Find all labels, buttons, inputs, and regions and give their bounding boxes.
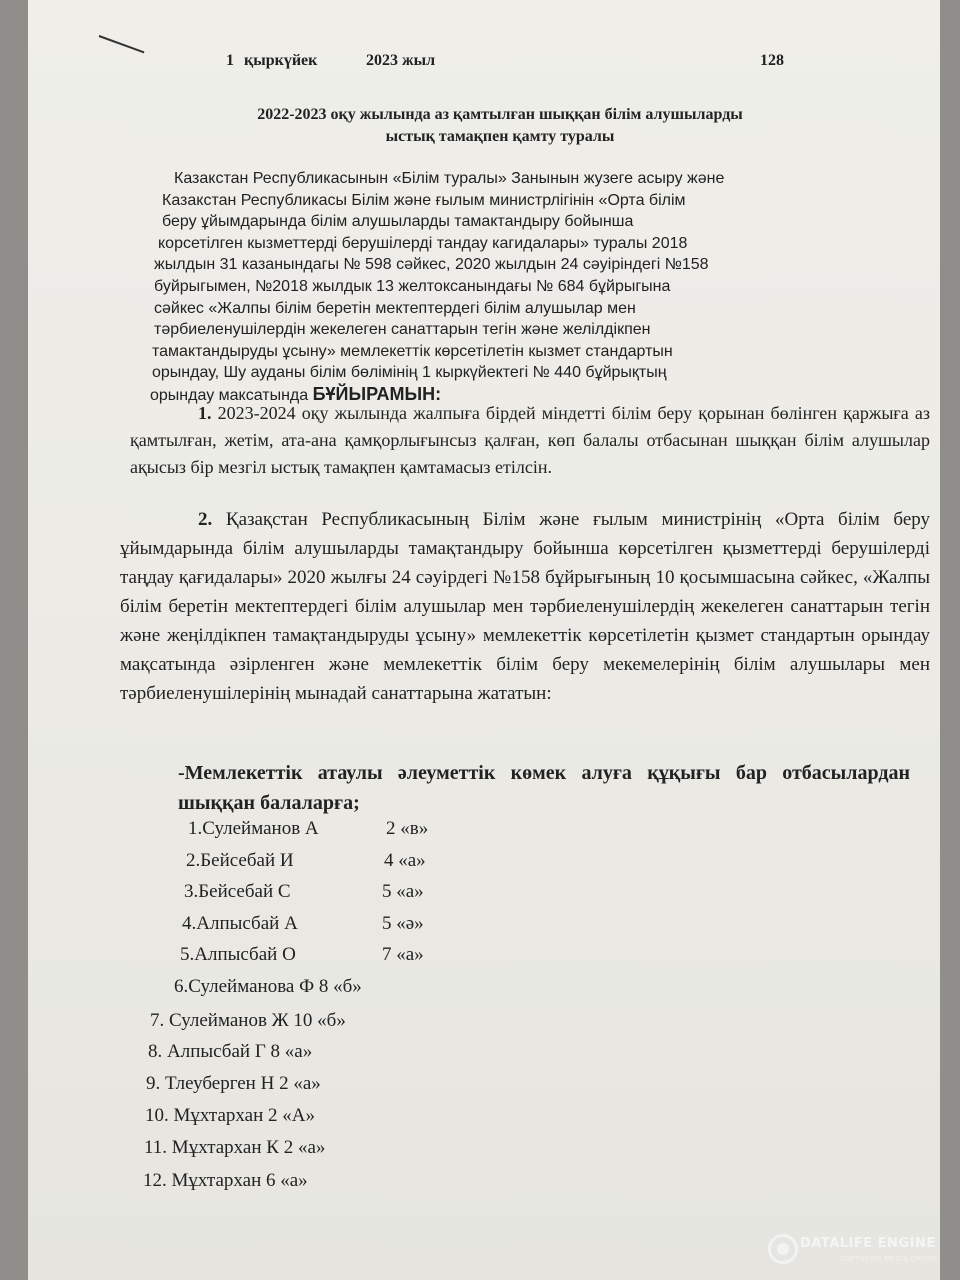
order-number: 128 [760,52,784,69]
student-row [184,881,424,903]
preamble-line: буйрыгымен, №2018 жылдык 13 желтоксанындағы № 684 бұйрыгына [154,277,671,295]
student-row [174,976,362,998]
student-row [143,1170,308,1192]
preamble-line: беру ұйымдарында білім алушыларды тамактандыру бойынша [162,213,634,231]
watermark-brand: DATALIFE ENGINE [800,1236,936,1251]
student-row [180,944,424,966]
point-1 [130,400,930,481]
point-1-number: 1. [198,403,212,423]
point-2-number: 2. [198,509,213,530]
student-name: 6.Сулейманова Ф 8 «б» [174,976,362,997]
header-month: қыркүйек [244,52,318,69]
watermark-logo-icon [768,1234,798,1264]
preamble-line: тамактандыруды ұсыну» мемлекеттік көрсетілетін кызмет стандартын [152,342,673,360]
student-name: 2.Бейсебай И [186,850,294,871]
student-row [188,818,429,840]
point-1-text: 2023-2024 оқу жылында жалпыға бірдей міндетті білім беру қорынан бөлінген қаржыға аз қамтылған, жетім, ата-ана қамқорлығынсыз қалған, көп балалы отбасынан шыққан білім алушылар ақысыз бір мезгіл ыстық тамақпен қамтамасыз етілсін. [130,403,931,477]
category-heading: -Мемлекеттік атаулы әлеуметтік көмек алуға құқығы бар отбасылардан шыққан балаларға; [178,762,910,814]
point-2-text: Қазақстан Республикасының Білім және ғылым министрінің «Орта білім беру ұйымдарында білім алушыларды тамақтандыру бойынша көрсетілген қызметтерді берушілерді таңдау қағидалары» 2020 жылғы 24 сәуірдегі №158 бұйрығының 10 қосымшасына сәйкес, «Жалпы білім беретін мектептердегі білім алушылар мен тәрбиеленушілердің жекелеген санаттарын тегін және жеңілдікпен тамақтандыруды ұсыну» мемлекеттік көрсетілетін қызмет стандартын орындау мақсатында әзірленген және мемлекеттік білім беру мекемелерінің білім алушылары мен тәрбиеленушілерінің мынадай санаттарына жататын: [120,509,931,704]
student-row [148,1041,312,1063]
student-class: 2 «в» [386,818,429,839]
preamble-line: сәйкес «Жалпы білім беретін мектептердегі білім алушылар мен [154,299,636,317]
student-row [182,913,424,935]
student-class: 5 «ә» [382,913,424,934]
watermark-sub: SOFTNEWS MEDIA GROUP [840,1255,938,1263]
preamble-line: жылдын 31 казанындагы № 598 сәйкес, 2020 жылдын 24 сәуіріндегі №158 [154,256,709,274]
student-row [186,850,426,872]
student-name: 4.Алпысбай А [182,913,298,934]
preamble-line: корсетілген кызметтерді берушілерді тандау кагидалары» туралы 2018 [158,234,688,252]
student-row [150,1010,346,1032]
student-class: 5 «а» [382,881,424,902]
student-name: 11. Мұхтархан К 2 «а» [144,1137,326,1158]
student-name: 7. Сулейманов Ж 10 «б» [150,1010,346,1031]
preamble-line: орындау, Шу ауданы білім бөлімінің 1 кыркүйектегі № 440 бұйрықтың [152,364,667,382]
student-name: 10. Мұхтархан 2 «А» [145,1105,315,1126]
student-name: 8. Алпысбай Г 8 «а» [148,1041,313,1062]
student-class: 4 «а» [384,850,426,871]
student-name: 1.Сулейманов А [188,818,319,839]
student-row [145,1105,315,1127]
preamble-line: Казакстан Республикасы Білім және ғылым министрлігінін «Орта білім [162,191,686,209]
title-line-2: ыстық тамақпен қамту туралы [385,128,615,145]
student-row [146,1073,321,1095]
student-name: 12. Мұхтархан 6 «а» [143,1170,308,1191]
title-line-1: 2022-2023 оқу жылында аз қамтылған шыққан білім алушыларды [257,106,743,123]
student-class: 7 «а» [382,944,424,965]
preamble [150,168,810,407]
header-year: 2023 жыл [366,52,436,69]
student-name: 5.Алпысбай О [180,944,296,965]
point-2 [120,505,930,708]
student-name: 3.Бейсебай С [184,881,291,902]
student-row [144,1137,325,1159]
header-day: 1 [226,52,234,69]
document-title [150,104,850,148]
order-word: БҰЙЫРАМЫН: [312,383,442,404]
preamble-line: орындау максатында [150,386,309,404]
preamble-line: Казакстан Республикасынын «Білім туралы» Занынын жузеге асыру және [174,170,725,187]
student-name: 9. Тлеуберген Н 2 «а» [146,1073,321,1094]
preamble-line: тәрбиеленушілердін жекелеген санаттарын тегін және желілдікпен [154,321,651,339]
